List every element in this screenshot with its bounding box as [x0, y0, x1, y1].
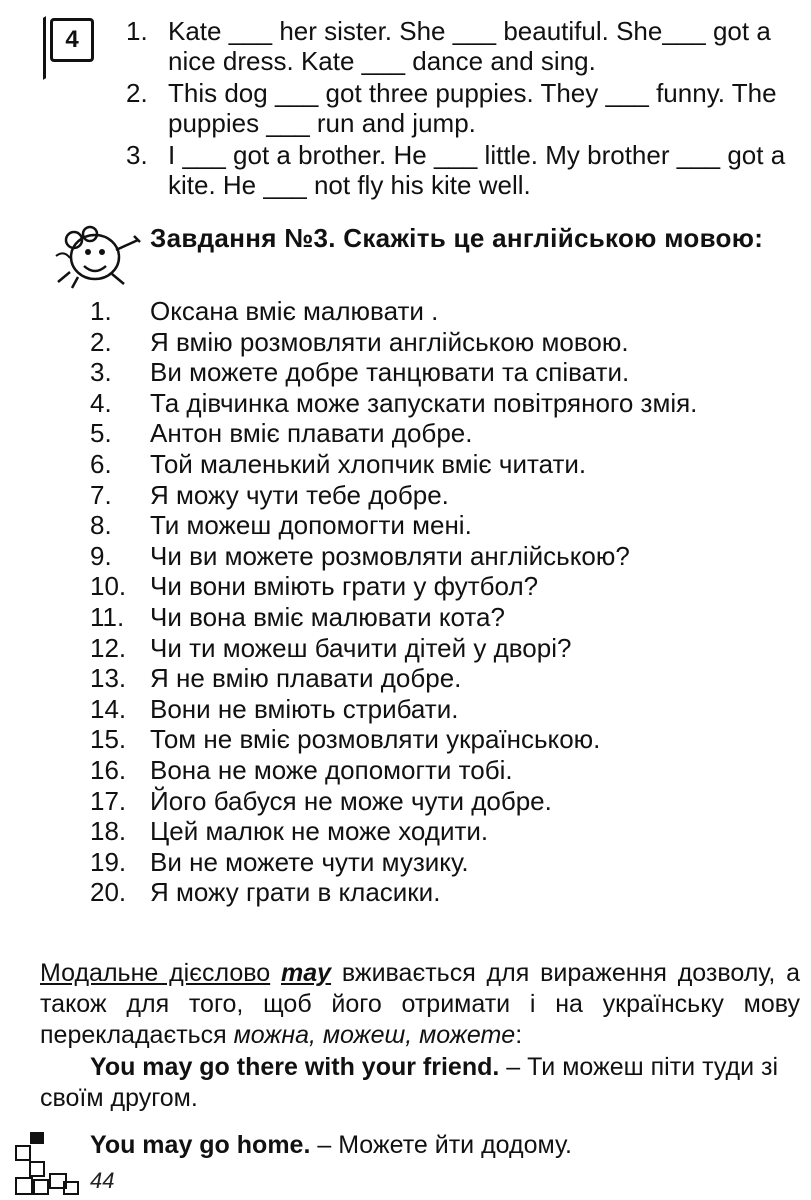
item-text: Чи ти можеш бачити дітей у дворі? [150, 632, 572, 663]
rule-colon: : [515, 1021, 523, 1049]
item-text: Том не вміє розмовляти українською. [150, 724, 601, 755]
item-text: Kate ___ her sister. She ___ beautiful. She___ got a nice dress. Kate ___ dance and sing. [168, 16, 771, 76]
item-number: 1. [90, 296, 112, 326]
example-translation: – Ти можеш піти туди зі своїм другом. [40, 1053, 778, 1112]
list-item [126, 78, 796, 138]
item-number: 16. [90, 754, 127, 785]
item-text: Вони не вміють стрибати. [150, 693, 459, 724]
item-text: Його бабуся не може чути добре. [150, 785, 552, 816]
item-text: Я вмію розмовляти англійською мовою. [150, 326, 629, 357]
example-1 [40, 1052, 800, 1114]
item-text: Вона не може допомогти тобі. [150, 754, 513, 785]
item-text: This dog ___ got three puppies. They ___ funny. The puppies ___ run and jump. [168, 78, 777, 138]
list-item [90, 724, 800, 755]
item-text: Антон вміє плавати добре. [150, 418, 473, 449]
letter-blocks-icon [12, 1128, 92, 1198]
item-number: 9. [90, 540, 112, 571]
exercise-number: 4 [65, 26, 79, 53]
item-text: I ___ got a brother. He ___ little. My brother ___ got a kite. He ___ not fly his kite well. [168, 140, 786, 200]
rule-paragraph [40, 958, 800, 1051]
item-number: 18. [90, 816, 127, 847]
list-item [90, 602, 800, 633]
list-item [90, 816, 800, 847]
item-text: Чи ви можете розмовляти англійською? [150, 540, 630, 571]
list-item [90, 357, 800, 388]
item-number: 5. [90, 418, 112, 449]
item-text: Той маленький хлопчик вміє читати. [150, 448, 587, 479]
item-text: Я можу грати в класики. [150, 877, 441, 908]
item-text: Чи вона вміє малювати кота? [150, 601, 505, 632]
list-item [90, 541, 800, 572]
list-item [90, 571, 800, 602]
item-text: Я можу чути тебе добре. [150, 479, 449, 510]
item-number: 14. [90, 693, 127, 724]
list-item [90, 633, 800, 664]
item-text: Ти можеш допомогти мені. [150, 510, 472, 541]
item-text: Чи вони вміють грати у футбол? [150, 571, 539, 602]
list-item [90, 296, 800, 327]
rule-lead: Модальне дієслово [40, 959, 271, 987]
rule-translations: можна, можеш, можете [233, 1021, 516, 1049]
item-number: 3. [126, 140, 148, 170]
item-number: 4. [90, 387, 112, 418]
item-text: Я не вмію плавати добре. [150, 663, 462, 694]
item-number: 1. [126, 16, 148, 46]
item-number: 13. [90, 663, 127, 694]
item-text: Та дівчинка може запускати повітряного змія. [150, 387, 698, 418]
list-item [90, 480, 800, 511]
list-item [126, 16, 796, 76]
cartoon-character-icon [50, 222, 145, 292]
example-2 [40, 1130, 800, 1161]
item-text: Ви можете добре танцювати та співати. [150, 357, 630, 388]
example-english: You may go home. [90, 1131, 311, 1159]
item-text: Ви не можете чути музику. [150, 846, 469, 877]
page-number: 44 [90, 1168, 115, 1193]
rule-keyword: may [281, 959, 332, 987]
list-item [90, 786, 800, 817]
list-item [90, 327, 800, 358]
item-text: Оксана вміє малювати . [150, 296, 439, 326]
item-number: 12. [90, 632, 127, 663]
item-number: 6. [90, 448, 112, 479]
item-number: 2. [126, 78, 148, 108]
item-number: 2. [90, 326, 112, 357]
item-number: 3. [90, 357, 112, 388]
list-item [126, 140, 796, 200]
list-item [90, 755, 800, 786]
list-item [90, 877, 800, 908]
item-text: Цей малюк не може ходити. [150, 816, 489, 847]
list-item [90, 694, 800, 725]
list-item [90, 449, 800, 480]
item-number: 19. [90, 846, 127, 877]
exercise-number-badge [50, 18, 94, 62]
item-number: 8. [90, 510, 112, 541]
list-item [90, 663, 800, 694]
exercise-4-list [126, 16, 796, 202]
list-item [90, 418, 800, 449]
item-number: 20. [90, 877, 127, 908]
list-item [90, 510, 800, 541]
item-number: 7. [90, 479, 112, 510]
item-number: 11. [90, 601, 125, 632]
translation-list [90, 296, 800, 908]
task-title: Завдання №3. Скажіть це англійською мовою: [150, 223, 764, 253]
item-number: 15. [90, 724, 127, 755]
example-english: You may go there with your friend. [90, 1053, 500, 1081]
list-item [90, 388, 800, 419]
example-translation: – Можете йти додому. [310, 1131, 572, 1159]
rule-body: вживається для вираження дозволу, а також для того, щоб його отримати і на українську мову перекладається [40, 959, 800, 1049]
item-number: 10. [90, 571, 127, 602]
list-item [90, 847, 800, 878]
item-number: 17. [90, 785, 127, 816]
